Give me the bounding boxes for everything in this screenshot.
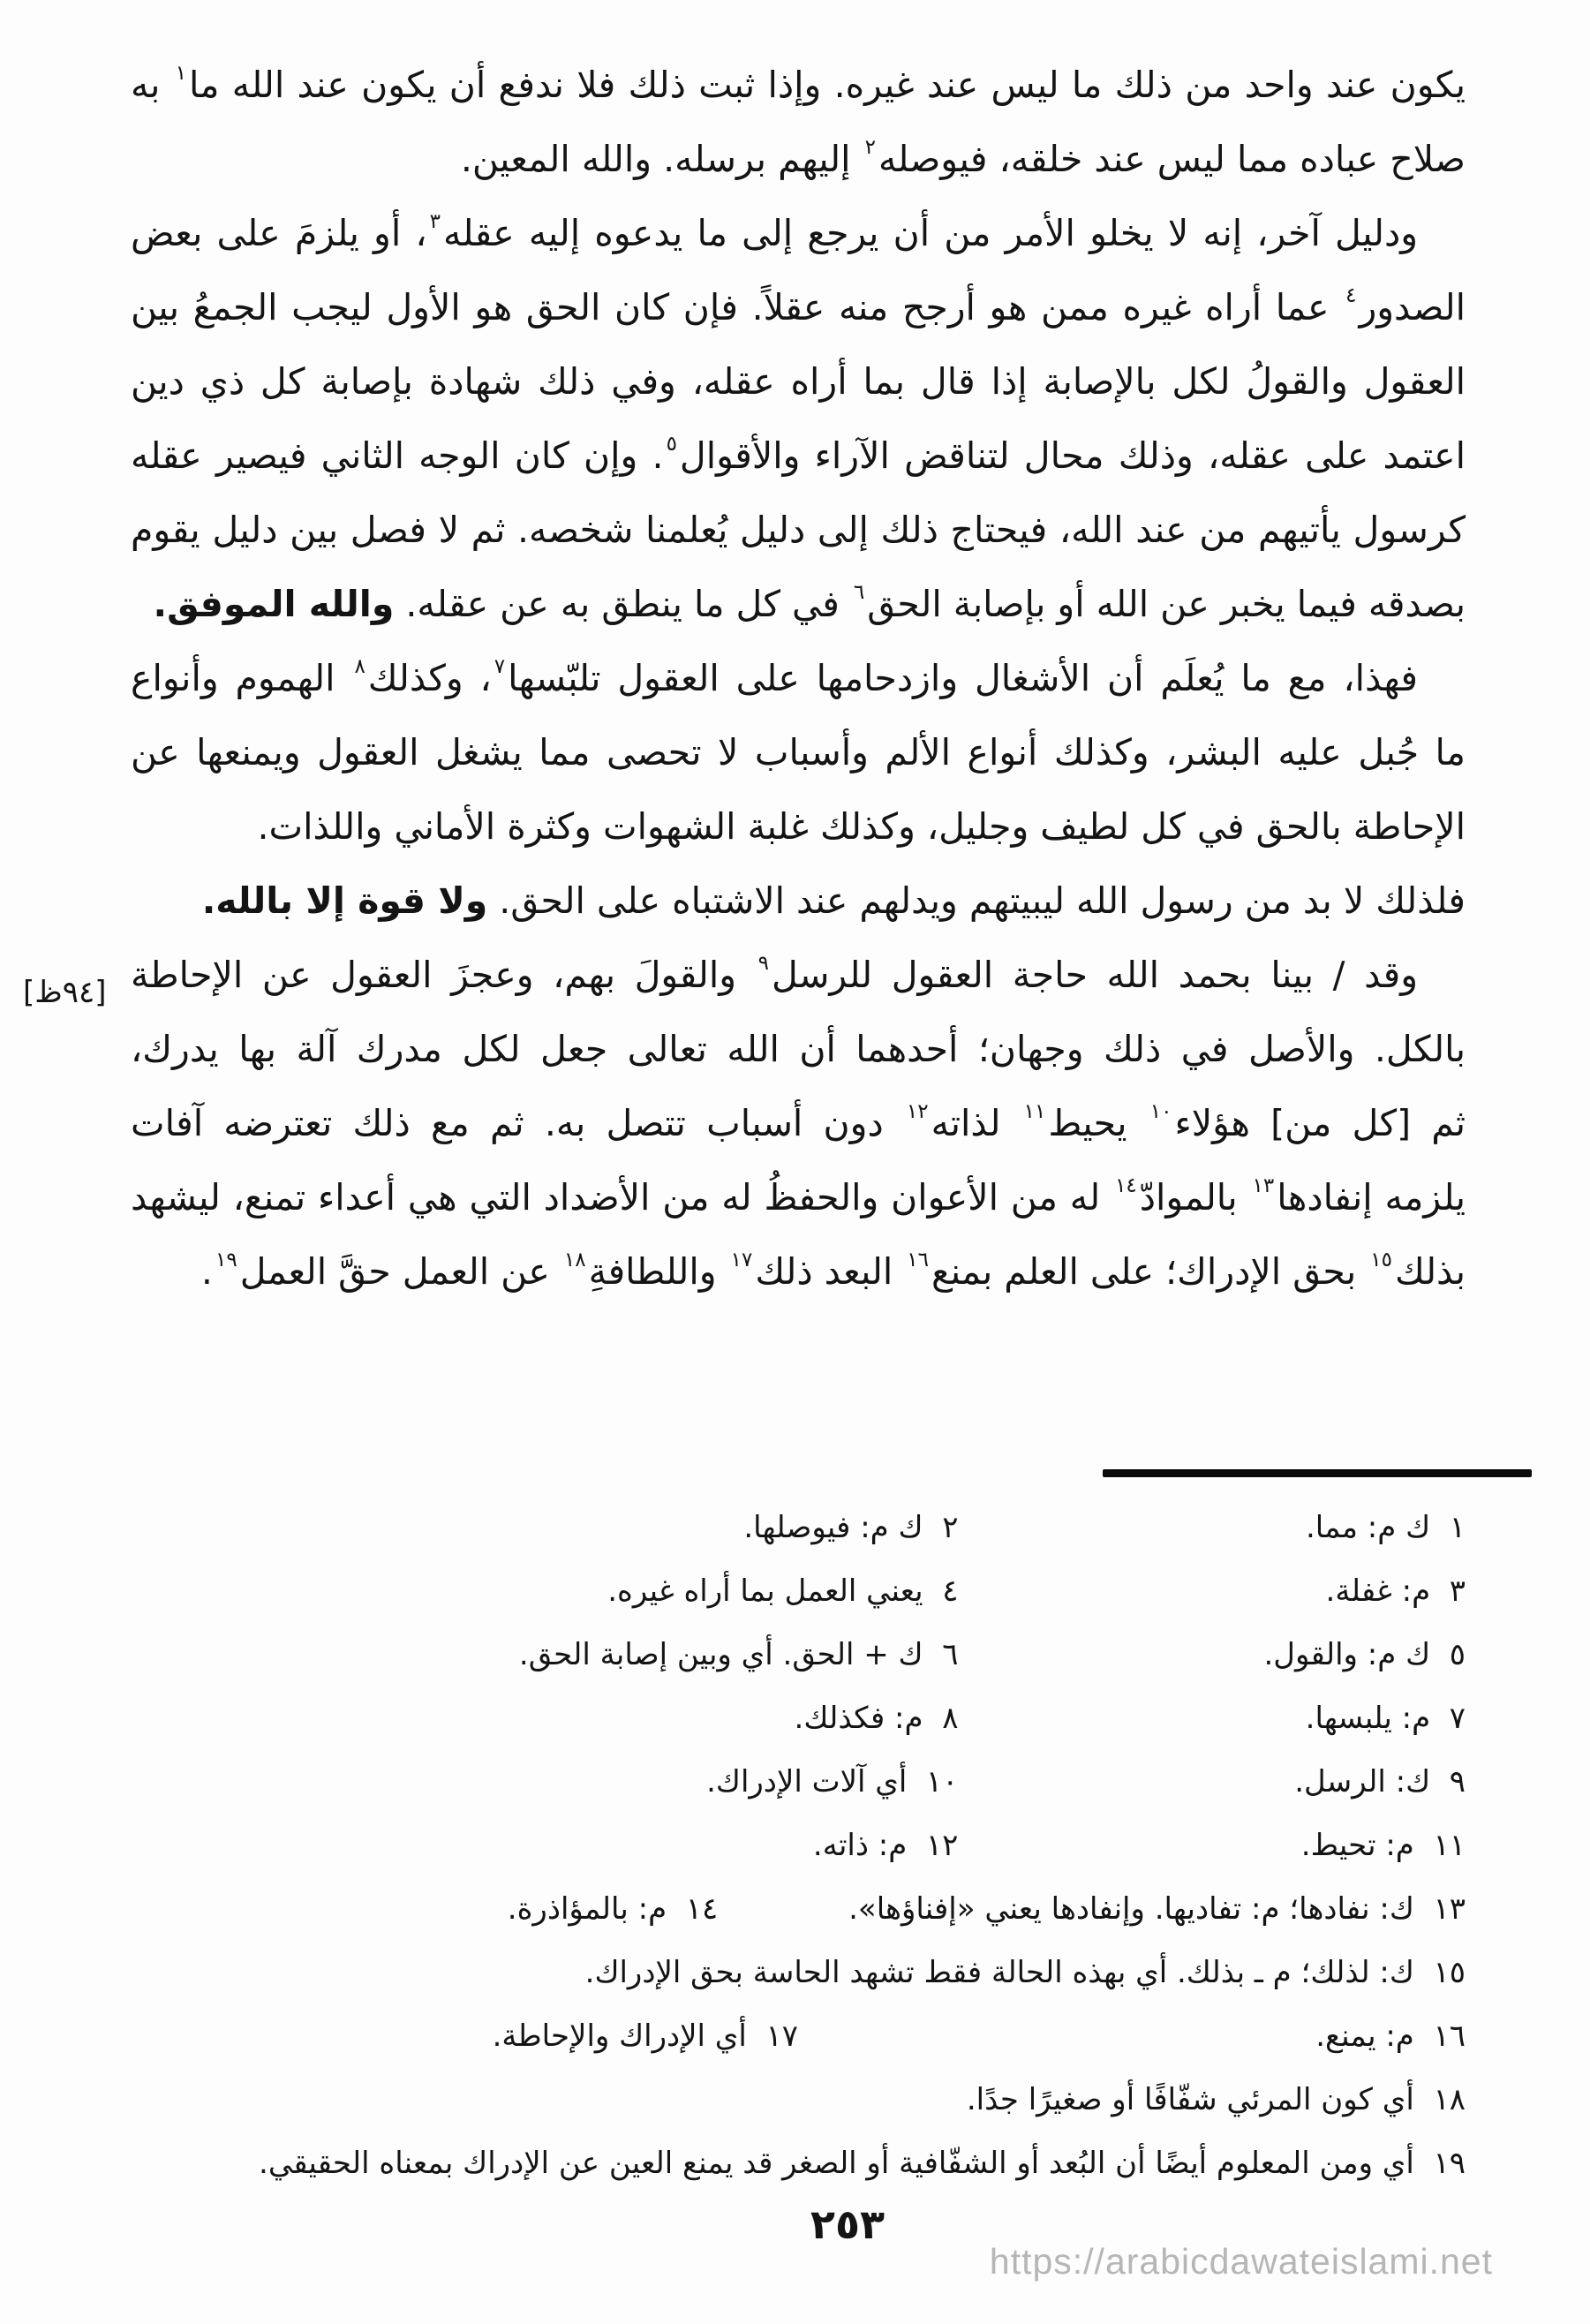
footnote-marker: ٥ xyxy=(666,433,677,456)
footnote-row xyxy=(131,1506,1466,1570)
footnote-row xyxy=(131,2015,1466,2079)
footnote-marker: ١٨ xyxy=(563,1249,586,1271)
footnote-marker: ٧ xyxy=(494,655,506,678)
body-line: بالكل. والأصل في ذلك وجهان؛ أحدهما أن الله تعالى جعل لكل مدرك آلة بها يدرك، xyxy=(131,1028,1466,1070)
body-line: الإحاطة بالحق في كل لطيف وجليل، وكذلك غلبة الشهوات وكثرة الأماني واللذات. xyxy=(257,805,1466,848)
footnote-number: ١ xyxy=(1449,1510,1466,1545)
footnote-number: ٤ xyxy=(942,1573,959,1609)
footnote-marker: ٨ xyxy=(354,655,365,678)
footnote: ١١ م: تحيط. xyxy=(1300,1828,1466,1863)
footnote: ١ ك م: مما. xyxy=(1305,1510,1466,1545)
footnote-number: ١٢ xyxy=(925,1828,959,1863)
footnote-number: ٥ xyxy=(1449,1637,1466,1672)
footnote-row xyxy=(131,1634,1466,1697)
body-line: ثم [كل من] هؤلاء$^{١٠}$ يحيط$^{١١}$ لذاته$^{١٢}$ دون أسباب تتصل به. ثم مع ذلك تعترضه آفات xyxy=(131,1100,1466,1144)
footnote-number: ١٧ xyxy=(765,2018,798,2054)
footnote-row xyxy=(131,2142,1466,2206)
footnote-row xyxy=(131,1697,1466,1761)
page-number: ٢٥٣ xyxy=(810,2200,885,2248)
footnote: ٢ ك م: فيوصلها. xyxy=(743,1510,959,1545)
body-line: صلاح عباده مما ليس عند خلقه، فيوصله$^٢$ إليهم برسله. والله المعين. xyxy=(460,136,1466,180)
footnote-marker: ١٥ xyxy=(1370,1249,1393,1271)
footnote-marker: ١١ xyxy=(1023,1100,1046,1123)
footnote-number: ٩ xyxy=(1449,1764,1466,1800)
footnote-marker: ١٧ xyxy=(730,1249,753,1271)
footnote-number: ٢ xyxy=(942,1510,959,1545)
footnote: ١٧ أي الإدراك والإحاطة. xyxy=(492,2018,798,2054)
footnote-marker: ١٣ xyxy=(1252,1174,1275,1197)
footnote: ٦ ك + الحق. أي وبين إصابة الحق. xyxy=(518,1637,959,1672)
footnote: ١٤ م: بالمؤاذرة. xyxy=(507,1891,719,1927)
footnote: ١٥ ك: لذلك؛ م ـ بذلك. أي بهذه الحالة فقط تشهد الحاسة بحق الإدراك. xyxy=(584,1955,1466,1990)
footnote-number: ٦ xyxy=(942,1637,959,1672)
body-line: يلزمه إنفادها$^{١٣}$ بالموادّ$^{١٤}$ له من الأعوان والحفظُ له من الأضداد التي هي أعداء تمنع، ليشهد xyxy=(131,1174,1466,1219)
body-line: فهذا، مع ما يُعلَم أن الأشغال وازدحامها على العقول تلبّسها$^٧$، وكذلك$^٨$ الهموم وأنواع xyxy=(131,655,1418,699)
folio-margin-note: [٩٤ظ] xyxy=(23,975,107,1010)
footnote: ١٢ م: ذاته. xyxy=(812,1828,959,1863)
footnote-marker: ٢ xyxy=(864,136,876,159)
footnote-number: ٨ xyxy=(942,1701,959,1736)
footnote-row xyxy=(131,1824,1466,1888)
body-line: ودليل آخر، إنه لا يخلو الأمر من أن يرجع إلى ما يدعوه إليه عقله$^٣$، أو يلزمَ على بعض xyxy=(131,210,1418,254)
footnote-separator xyxy=(1103,1469,1532,1477)
footnote: ١٨ أي كون المرئي شفّافًا أو صغيرًا جدًا. xyxy=(966,2082,1466,2117)
footnote: ٧ م: يلبسها. xyxy=(1305,1701,1466,1736)
footnote: ١٦ م: يمنع. xyxy=(1315,2018,1466,2054)
footnote-marker: ٦ xyxy=(853,581,865,604)
body-line: كرسول يأتيهم من عند الله، فيحتاج ذلك إلى دليل يُعلمنا شخصه. ثم لا فصل بين دليل يقوم xyxy=(131,509,1466,551)
footnote-marker: ٣ xyxy=(429,210,441,233)
footnote-marker: ١٤ xyxy=(1115,1174,1137,1197)
footnote: ٤ يعني العمل بما أراه غيره. xyxy=(607,1573,959,1609)
footnote-marker: ١ xyxy=(175,62,187,85)
footnote-row xyxy=(131,1570,1466,1634)
footnote-row xyxy=(131,1888,1466,1951)
footnote-marker: ٩ xyxy=(757,952,770,975)
footnote-marker: ٤ xyxy=(1345,284,1357,307)
footnote: ٥ ك م: والقول. xyxy=(1263,1637,1466,1672)
footnote-number: ١١ xyxy=(1433,1828,1466,1863)
body-line: يكون عند واحد من ذلك ما ليس عند غيره. وإذا ثبت ذلك فلا ندفع أن يكون عند الله ما$^١$ به xyxy=(131,62,1466,106)
footnote-number: ٣ xyxy=(1449,1573,1466,1609)
footnote-row xyxy=(131,1761,1466,1824)
footnote-marker: ١٦ xyxy=(907,1249,929,1271)
body-text xyxy=(131,48,1466,1309)
footnote-number: ١٤ xyxy=(685,1891,719,1927)
footnote: ٩ ك: الرسل. xyxy=(1294,1764,1466,1800)
body-line: الصدور$^٤$ عما أراه غيره ممن هو أرجح منه عقلاً. فإن كان الحق هو الأول ليجب الجمعُ بين xyxy=(131,284,1466,328)
footnote-row xyxy=(131,2079,1466,2142)
footnote-marker: ١٩ xyxy=(215,1249,237,1271)
footnote-marker: ١٠ xyxy=(1149,1100,1172,1123)
footnote-number: ١٦ xyxy=(1433,2018,1466,2054)
footnote: ٨ م: فكذلك. xyxy=(794,1701,959,1736)
footnote: ١٠ أي آلات الإدراك. xyxy=(706,1764,959,1800)
footnote-row xyxy=(131,1951,1466,2015)
body-line: اعتمد على عقله، وذلك محال لتناقض الآراء والأقوال$^٥$. وإن كان الوجه الثاني فيصير عقله xyxy=(131,433,1466,477)
footnote: ١٣ ك: نفادها؛ م: تفاديها. وإنفادها يعني «إفناؤها». xyxy=(848,1891,1466,1927)
body-line: بذلك$^{١٥}$ بحق الإدراك؛ على العلم بمنع$^{١٦}$ البعد ذلك$^{١٧}$ واللطافةِ$^{١٨}$ عن العمل حقَّ العمل$^{١٩}$. xyxy=(200,1249,1466,1293)
footnotes xyxy=(131,1506,1466,2206)
footnote-marker: ١٢ xyxy=(906,1100,929,1123)
footnote-number: ١٠ xyxy=(925,1764,959,1800)
body-line: العقول والقولُ لكل بالإصابة إذا قال بما أراه عقله، وفي ذلك شهادة بإصابة كل ذي دين xyxy=(131,360,1466,403)
footnote-number: ١٩ xyxy=(1433,2146,1466,2181)
footnote: ١٩ أي ومن المعلوم أيضًا أن البُعد أو الشفّافية أو الصغر قد يمنع العين عن الإدراك بمعناه الحقيقي. xyxy=(259,2146,1466,2181)
footnote-number: ١٣ xyxy=(1433,1891,1466,1927)
footnote-number: ١٥ xyxy=(1433,1955,1466,1990)
body-line: بصدقه فيما يخبر عن الله أو بإصابة الحق$^٦$ في كل ما ينطق به عن عقله. والله الموفق. xyxy=(153,581,1466,625)
body-line: وقد / بينا بحمد الله حاجة العقول للرسل$^٩$ والقولَ بهم، وعجزَ العقول عن الإحاطة xyxy=(131,952,1418,996)
body-line: ما جُبل عليه البشر، وكذلك أنواع الألم وأسباب لا تحصى مما يشغل العقول ويمنعها عن xyxy=(131,731,1466,773)
watermark-link: https://arabicdawateislami.net xyxy=(989,2241,1493,2282)
body-line: فلذلك لا بد من رسول الله ليبيتهم ويدلهم عند الاشتباه على الحق. ولا قوة إلا بالله. xyxy=(201,879,1466,922)
footnote: ٣ م: غفلة. xyxy=(1325,1573,1466,1609)
footnote-number: ١٨ xyxy=(1433,2082,1466,2117)
footnote-number: ٧ xyxy=(1449,1701,1466,1736)
